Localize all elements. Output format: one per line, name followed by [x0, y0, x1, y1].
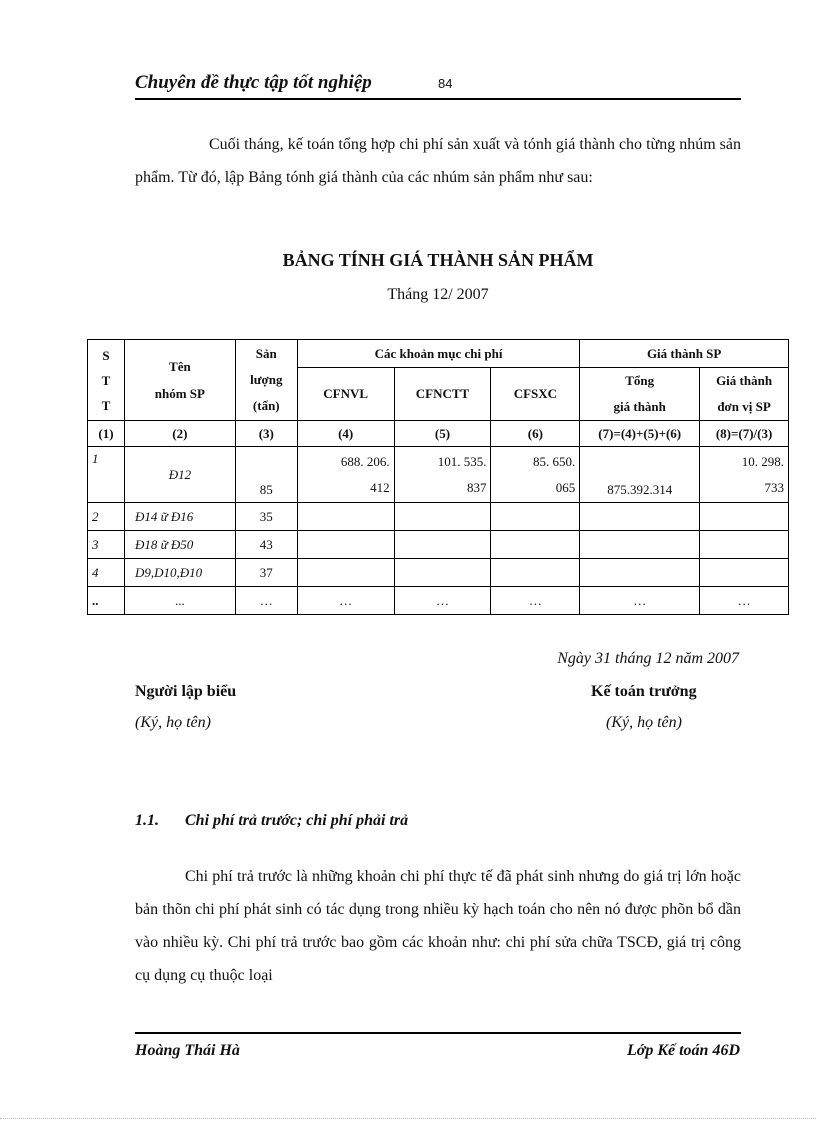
column-number: (3) — [235, 421, 297, 447]
preparer-title: Người lập biểu — [135, 683, 237, 700]
row-cfnvl — [297, 559, 394, 587]
footer-rule — [135, 1032, 741, 1034]
chief-accountant-title: Kế toán trưởng — [591, 683, 697, 700]
row-unit: 10. 298. 733 — [700, 447, 789, 503]
header-cost-items: Các khoản mục chi phí — [297, 340, 580, 368]
table-title: BẢNG TÍNH GIÁ THÀNH SẢN PHẨM — [282, 250, 594, 270]
column-number: (2) — [124, 421, 235, 447]
row-cfnctt — [394, 503, 491, 531]
row-group: ... — [124, 587, 235, 615]
footer-author: Hoàng Thái Hà — [135, 1042, 240, 1059]
row-stt: 4 — [88, 559, 125, 587]
header-group-name: Tên nhóm SP — [124, 340, 235, 421]
header-unit-price: Giá thành đơn vị SP — [700, 368, 789, 421]
table-row — [88, 531, 789, 559]
row-unit: … — [700, 587, 789, 615]
row-cfnctt — [394, 531, 491, 559]
column-number: (4) — [297, 421, 394, 447]
row-total: … — [580, 587, 700, 615]
chief-accountant-signature-note: (Ký, họ tên) — [606, 714, 682, 731]
header-cfnctt: CFNCTT — [394, 368, 491, 421]
row-cfsxc — [491, 559, 580, 587]
row-unit — [700, 559, 789, 587]
header-total-price: Tổng giá thành — [580, 368, 700, 421]
date-line: Ngày 31 tháng 12 năm 2007 — [557, 650, 739, 667]
row-total — [580, 559, 700, 587]
row-cfsxc: … — [491, 587, 580, 615]
row-group: Đ14 ữ Đ16 — [124, 503, 235, 531]
table-row — [88, 559, 789, 587]
row-cfnvl — [297, 531, 394, 559]
row-stt: .. — [88, 587, 125, 615]
row-total — [580, 503, 700, 531]
row-output: … — [235, 587, 297, 615]
row-output: 37 — [235, 559, 297, 587]
row-cfnvl: 688. 206. 412 — [297, 447, 394, 503]
row-cfsxc — [491, 503, 580, 531]
row-cfnctt — [394, 559, 491, 587]
row-stt: 2 — [88, 503, 125, 531]
table-row — [88, 587, 789, 615]
row-group: Đ18 ữ Đ50 — [124, 531, 235, 559]
preparer-signature-note: (Ký, họ tên) — [135, 714, 211, 731]
row-group: Đ12 — [124, 447, 235, 503]
row-output: 85 — [235, 447, 297, 503]
table-row — [88, 503, 789, 531]
row-unit — [700, 531, 789, 559]
row-group: D9,D10,Đ10 — [124, 559, 235, 587]
section-heading — [135, 812, 408, 830]
column-number: (1) — [88, 421, 125, 447]
page-number: 84 — [438, 76, 453, 91]
header-price-group: Giá thành SP — [580, 340, 789, 368]
header-rule — [135, 98, 741, 100]
row-total: 875.392.314 — [580, 447, 700, 503]
page-bottom-divider — [0, 1118, 816, 1119]
row-cfsxc: 85. 650. 065 — [491, 447, 580, 503]
row-output: 35 — [235, 503, 297, 531]
section-title: Chi phí trả trước; chi phí phải trả — [185, 812, 409, 829]
table-row — [88, 447, 789, 503]
row-cfnctt: … — [394, 587, 491, 615]
section-paragraph: Chi phí trả trước là những khoản chi phí thực tế đã phát sinh nhưng do giá trị lớn hoặc bản thõn chi phí phát sinh có tác dụng trong nhiều kỳ hạch toán cho nên nó được phõn bổ dần vào nhiều kỳ. Chi phí trả trước bao gồm các khoản như: chi phí sửa chữa TSCĐ, giá trị công cụ dụng cụ thuộc loại — [135, 868, 741, 984]
row-stt: 1 — [88, 447, 125, 503]
table-header-row — [88, 340, 789, 368]
column-number-row — [88, 421, 789, 447]
column-number: (8)=(7)/(3) — [700, 421, 789, 447]
header-stt: S T T — [88, 340, 125, 421]
row-output: 43 — [235, 531, 297, 559]
document-header-title: Chuyên đề thực tập tốt nghiệp — [135, 72, 372, 93]
header-output: Sản lượng (tấn) — [235, 340, 297, 421]
row-stt: 3 — [88, 531, 125, 559]
column-number: (5) — [394, 421, 491, 447]
header-cfsxc: CFSXC — [491, 368, 580, 421]
row-unit — [700, 503, 789, 531]
intro-paragraph: Cuối tháng, kế toán tổng hợp chi phí sản xuất và tónh giá thành cho từng nhúm sản phẩm. Từ đó, lập Bảng tónh giá thành của các nhúm sản phẩm như sau: — [135, 136, 741, 186]
table-subtitle: Tháng 12/ 2007 — [387, 286, 489, 303]
row-cfnvl: … — [297, 587, 394, 615]
row-total — [580, 531, 700, 559]
footer-class: Lớp Kế toán 46D — [626, 1042, 740, 1059]
cost-table — [87, 339, 789, 615]
row-cfsxc — [491, 531, 580, 559]
header-cfnvl: CFNVL — [297, 368, 394, 421]
column-number: (6) — [491, 421, 580, 447]
section-number: 1.1. — [135, 812, 159, 829]
row-cfnctt: 101. 535. 837 — [394, 447, 491, 503]
column-number: (7)=(4)+(5)+(6) — [580, 421, 700, 447]
row-cfnvl — [297, 503, 394, 531]
